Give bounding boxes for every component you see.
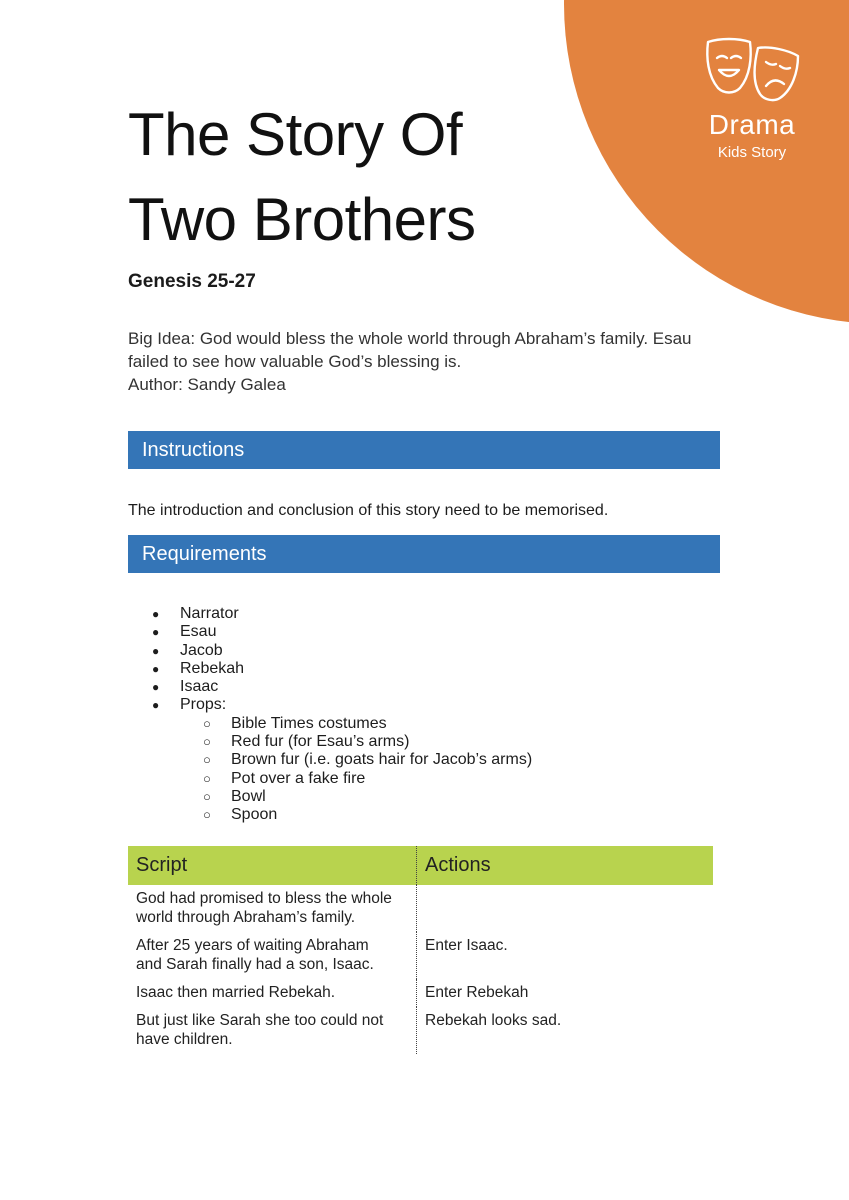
list-item: ● Rebekah bbox=[152, 660, 532, 678]
prop-item: ○ Spoon bbox=[203, 806, 532, 824]
prop-item: ○ Bible Times costumes bbox=[203, 715, 532, 733]
table-row bbox=[128, 932, 713, 979]
script-table bbox=[128, 846, 713, 1054]
table-row bbox=[128, 885, 713, 932]
prop-item: ○ Red fur (for Esau’s arms) bbox=[203, 733, 532, 751]
big-idea-line-1: Big Idea: God would bless the whole world through Abraham’s family. Esau bbox=[128, 329, 692, 348]
title-line-2: Two Brothers bbox=[128, 186, 476, 253]
badge-title: Drama bbox=[708, 109, 796, 140]
drama-badge bbox=[690, 36, 814, 162]
prop-item: ○ Brown fur (i.e. goats hair for Jacob’s arms) bbox=[203, 751, 532, 769]
action-cell: Enter Rebekah bbox=[425, 984, 529, 1001]
action-cell: Rebekah looks sad. bbox=[425, 1012, 562, 1029]
script-cell: But just like Sarah she too could not have children. bbox=[128, 1007, 417, 1054]
list-item: ● Jacob bbox=[152, 642, 532, 660]
requirements-heading: Requirements bbox=[128, 535, 720, 573]
table-row bbox=[128, 1007, 713, 1054]
prop-item: ○ Pot over a fake fire bbox=[203, 770, 532, 788]
table-row bbox=[128, 979, 713, 1007]
title-line-1: The Story Of bbox=[128, 101, 463, 168]
big-idea bbox=[128, 327, 728, 396]
author: Author: Sandy Galea bbox=[128, 375, 286, 394]
big-idea-line-2: failed to see how valuable God’s blessing is. bbox=[128, 352, 462, 371]
action-cell bbox=[417, 885, 714, 932]
script-cell: After 25 years of waiting Abraham and Sarah finally had a son, Isaac. bbox=[128, 932, 417, 979]
prop-item: ○ Bowl bbox=[203, 788, 532, 806]
action-cell: Enter Isaac. bbox=[425, 937, 508, 954]
script-column-header: Script bbox=[128, 846, 417, 885]
requirements-list bbox=[152, 605, 532, 825]
list-item: ● Isaac bbox=[152, 678, 532, 696]
scripture-reference: Genesis 25-27 bbox=[128, 271, 256, 292]
badge-subtitle: Kids Story bbox=[717, 144, 787, 161]
list-item: ● Esau bbox=[152, 623, 532, 641]
props-label: Props: bbox=[180, 696, 227, 714]
table-header-row bbox=[128, 846, 713, 885]
theatre-masks-icon bbox=[700, 36, 804, 104]
instructions-text: The introduction and conclusion of this story need to be memorised. bbox=[128, 502, 609, 519]
instructions-heading: Instructions bbox=[128, 431, 720, 469]
script-cell: God had promised to bless the whole world through Abraham’s family. bbox=[128, 885, 417, 932]
script-cell: Isaac then married Rebekah. bbox=[128, 979, 417, 1007]
page-title bbox=[128, 92, 558, 262]
props-list bbox=[203, 715, 532, 825]
actions-column-header: Actions bbox=[417, 846, 714, 885]
list-item: ● Narrator bbox=[152, 605, 532, 623]
list-item-props bbox=[152, 696, 532, 824]
